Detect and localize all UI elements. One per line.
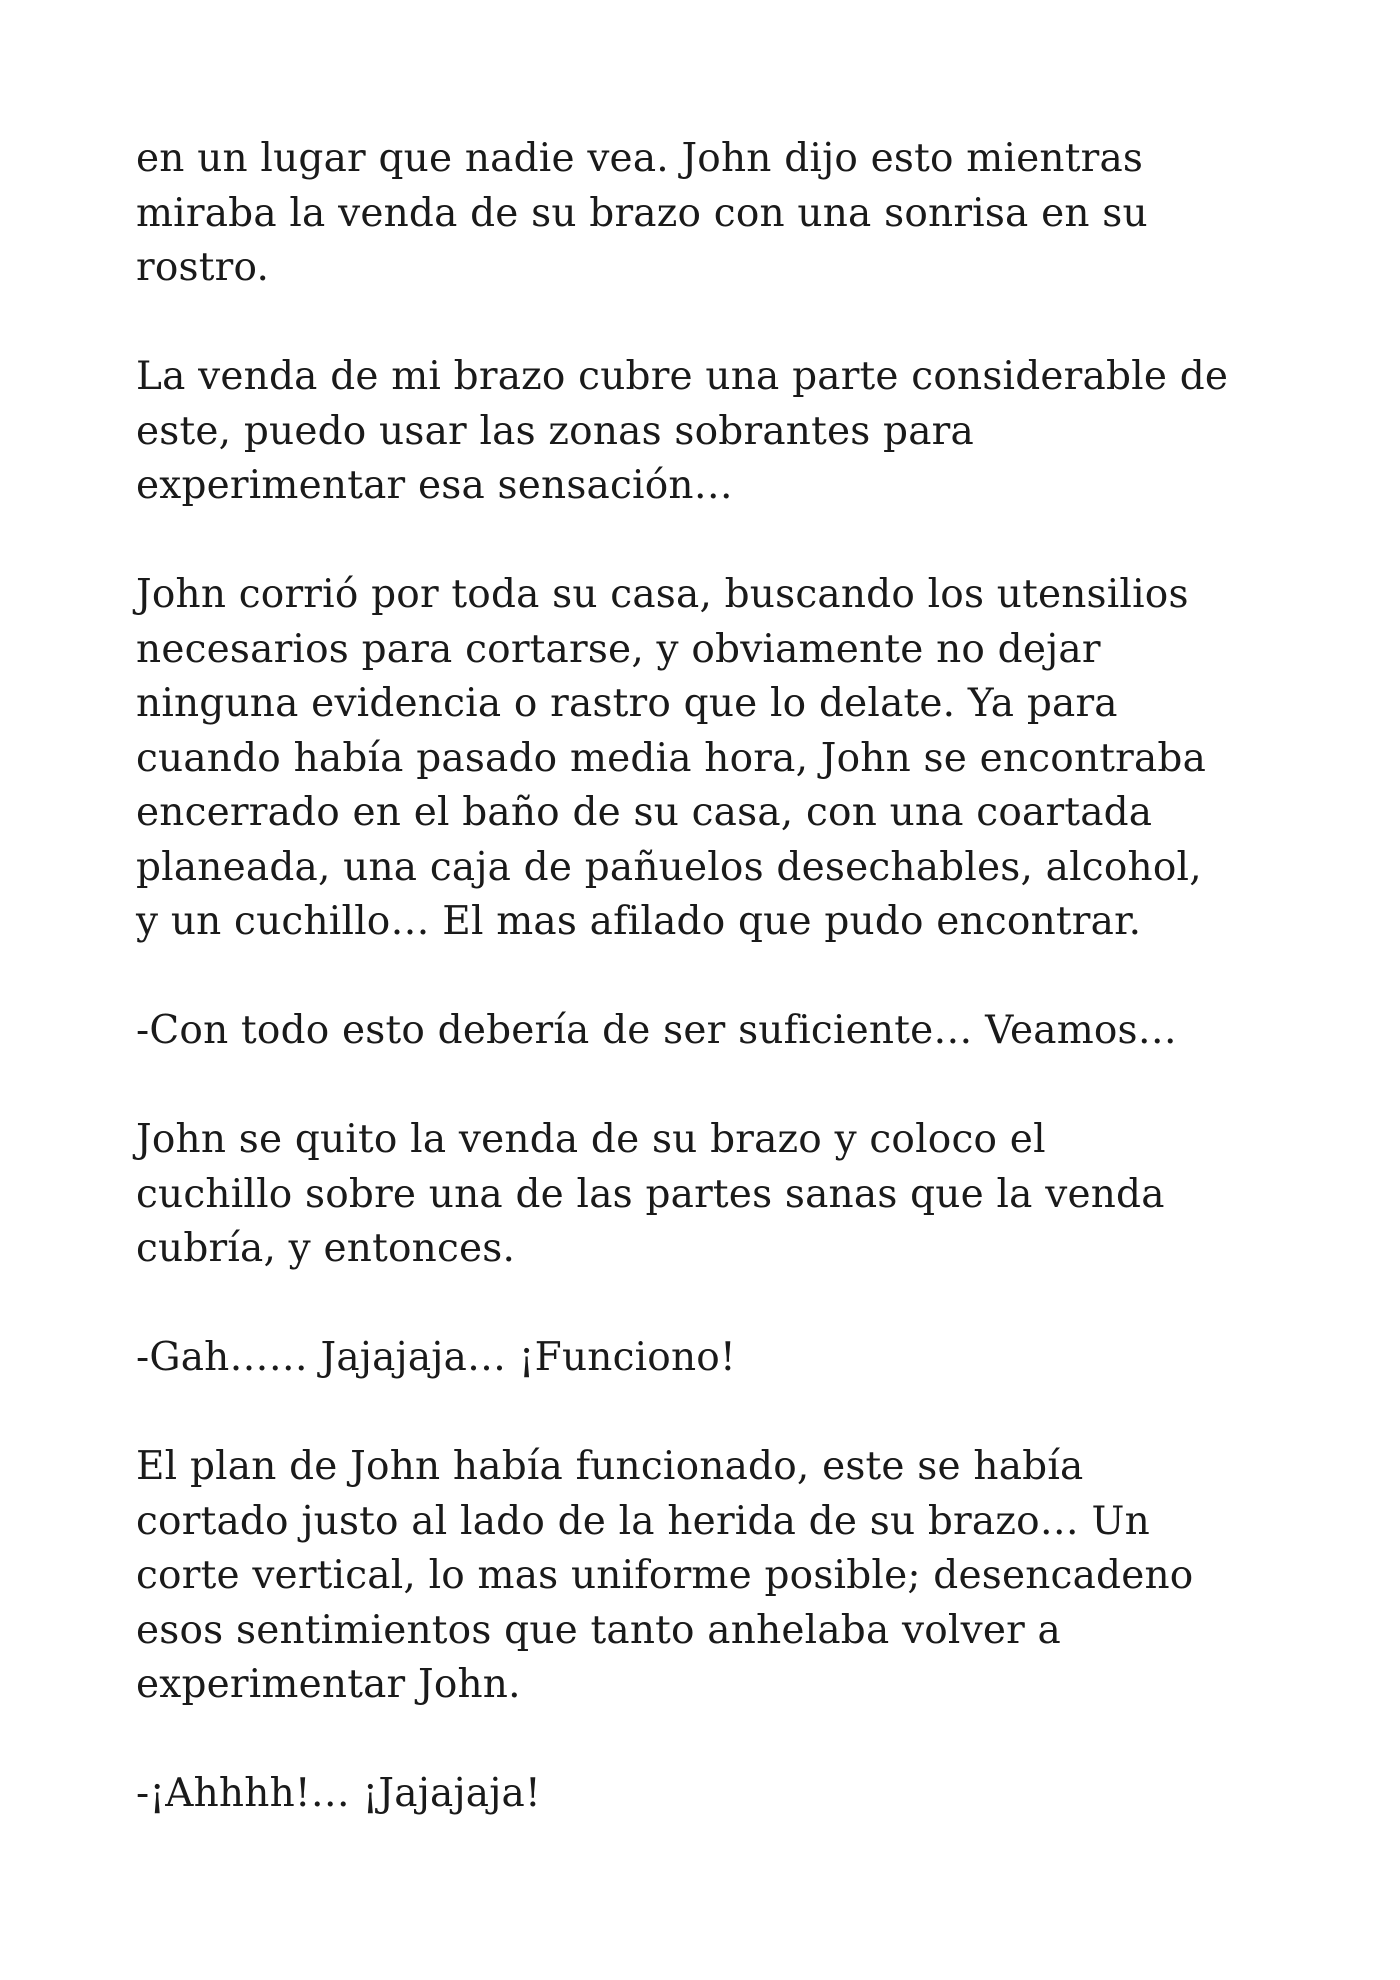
paragraph-4: -Con todo esto debería de ser suficiente… Veamos… [136,1008,1177,1053]
paragraph-8: -¡Ahhhh!… ¡Jajajaja! [136,1771,541,1816]
paragraph-5: John se quito la venda de su brazo y coloco el cuchillo sobre una de las partes sanas que la venda cubría, y entonces. [136,1117,1165,1271]
story-text [136,132,1296,1822]
paragraph-6: -Gah…… Jajajaja… ¡Funciono! [136,1335,736,1380]
paragraph-3: John corrió por toda su casa, buscando los utensilios necesarios para cortarse, y obviamente no dejar ninguna evidencia o rastro que lo delate. Ya para cuando había pasado media hora, John se encontraba encerrado en el baño de su casa, con una coartada planeada, una caja de pañuelos desechables, alcohol, y un cuchillo… El mas afilado que pudo encontrar. [136,572,1207,944]
paragraph-2: La venda de mi brazo cubre una parte considerable de este, puedo usar las zonas sobrantes para experimentar esa sensación… [136,354,1229,508]
paragraph-7: El plan de John había funcionado, este se había cortado justo al lado de la herida de su brazo… Un corte vertical, lo mas uniforme posible; desencadeno esos sentimientos que tanto anhelaba volver a experimentar John. [136,1444,1194,1707]
paragraph-1: en un lugar que nadie vea. John dijo esto mientras miraba la venda de su brazo con una sonrisa en su rostro. [136,136,1148,290]
